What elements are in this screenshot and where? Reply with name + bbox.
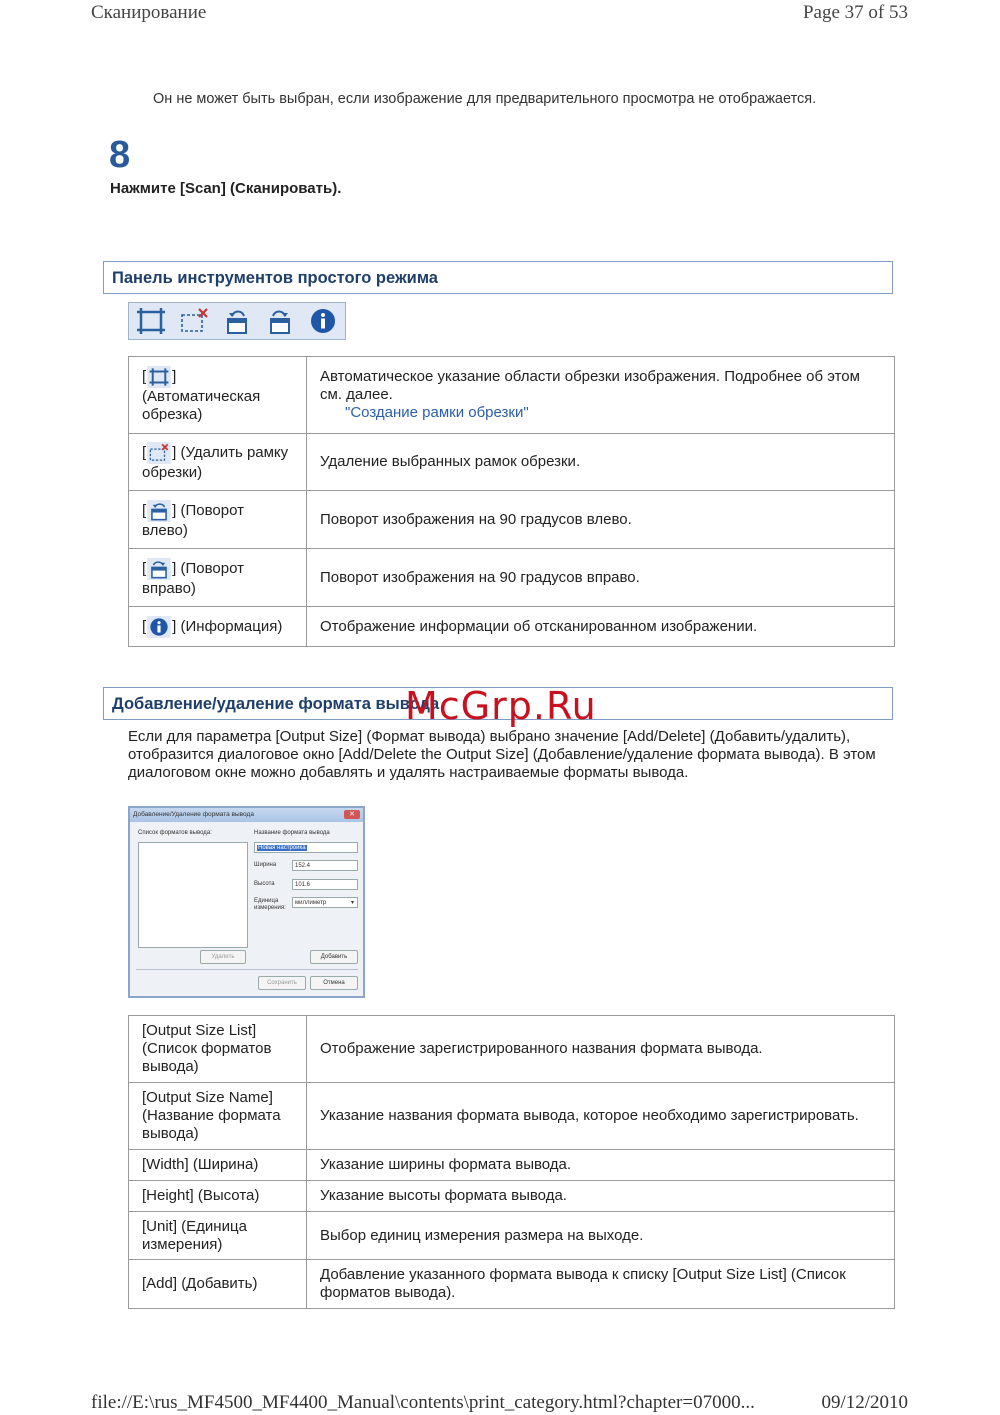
watermark: McGrp.Ru bbox=[405, 684, 597, 728]
table-cell-label bbox=[129, 549, 307, 607]
table-row bbox=[129, 1083, 895, 1150]
rotate-left-icon bbox=[146, 500, 172, 522]
table-cell-label bbox=[129, 607, 307, 647]
table-row bbox=[129, 1016, 895, 1083]
table-cell-label: [Output Size Name] (Название формата вывода) bbox=[129, 1083, 307, 1150]
table-cell-desc: Отображение зарегистрированного названия формата вывода. bbox=[307, 1016, 895, 1083]
table-cell-label: [Add] (Добавить) bbox=[129, 1260, 307, 1309]
table-cell-desc: Выбор единиц измерения размера на выходе. bbox=[307, 1212, 895, 1260]
footer-date: 09/12/2010 bbox=[821, 1392, 908, 1413]
divider bbox=[136, 969, 358, 970]
unit-label: Единица измерения: bbox=[254, 898, 286, 911]
table-cell-desc: Поворот изображения на 90 градусов влево. bbox=[307, 491, 895, 549]
auto-crop-icon bbox=[146, 366, 172, 388]
table-cell-label: [Width] (Ширина) bbox=[129, 1150, 307, 1181]
width-label: Ширина bbox=[254, 862, 277, 868]
page-counter: Page 37 of 53 bbox=[802, 2, 908, 23]
step-number: 8 bbox=[109, 134, 131, 176]
table-cell-desc bbox=[307, 357, 895, 434]
simple-mode-toolbar bbox=[128, 302, 346, 340]
info-icon bbox=[146, 616, 172, 638]
auto-crop-icon[interactable] bbox=[135, 307, 167, 335]
auto-crop-desc: Автоматическое указание области обрезки изображения. Подробнее об этом см. далее. bbox=[320, 368, 860, 403]
rotate-right-icon[interactable] bbox=[264, 307, 296, 335]
table-cell-desc: Указание ширины формата вывода. bbox=[307, 1150, 895, 1181]
table-cell-label bbox=[129, 434, 307, 491]
unit-value: миллиметр bbox=[295, 900, 327, 906]
section-heading-toolbar: Панель инструментов простого режима bbox=[103, 261, 893, 294]
auto-crop-label: ] (Автоматическая обрезка) bbox=[142, 367, 261, 423]
table-row bbox=[129, 1260, 895, 1309]
header-title: Сканирование bbox=[91, 2, 207, 23]
table-row bbox=[129, 1150, 895, 1181]
chevron-down-icon: ▾ bbox=[350, 900, 354, 906]
output-size-list[interactable] bbox=[138, 842, 248, 948]
table-row bbox=[129, 607, 895, 647]
dialog-title: Добавление/Удаление формата вывода bbox=[133, 811, 254, 818]
table-cell-label: [Unit] (Единица измерения) bbox=[129, 1212, 307, 1260]
close-icon[interactable]: ✕ bbox=[344, 810, 360, 819]
table-cell-desc: Отображение информации об отсканированном изображении. bbox=[307, 607, 895, 647]
height-input[interactable]: 101.6 bbox=[292, 879, 358, 890]
dialog-title-bar bbox=[130, 808, 363, 822]
preview-note: Он не может быть выбран, если изображение для предварительного просмотра не отображается. bbox=[153, 91, 817, 107]
table-row bbox=[129, 357, 895, 434]
rotate-left-icon[interactable] bbox=[221, 307, 253, 335]
footer-path: file://E:\rus_MF4500_MF4400_Manual\contents\print_category.html?chapter=07000... bbox=[91, 1392, 755, 1413]
width-input[interactable]: 152.4 bbox=[292, 860, 358, 871]
add-button[interactable]: Добавить bbox=[310, 950, 358, 964]
table-cell-desc: Поворот изображения на 90 градусов вправо. bbox=[307, 549, 895, 607]
delete-crop-icon[interactable] bbox=[178, 307, 210, 335]
bracket-open: [ bbox=[142, 559, 147, 577]
bracket-open: [ bbox=[142, 443, 147, 461]
delete-crop-label: ] (Удалить рамку обрезки) bbox=[142, 443, 289, 481]
name-value: Новая настройка bbox=[258, 845, 306, 851]
list-label: Список форматов вывода: bbox=[138, 830, 212, 836]
unit-select[interactable] bbox=[292, 897, 358, 908]
add-delete-dialog bbox=[128, 806, 365, 998]
save-button[interactable]: Сохранить bbox=[258, 976, 306, 990]
table-cell-label: [Height] (Высота) bbox=[129, 1181, 307, 1212]
table-row bbox=[129, 434, 895, 491]
table-cell-label bbox=[129, 357, 307, 434]
table-row bbox=[129, 491, 895, 549]
info-label: ] (Информация) bbox=[172, 617, 283, 635]
format-table bbox=[128, 1015, 895, 1309]
bracket-open: [ bbox=[142, 367, 147, 385]
table-cell-desc: Указание высоты формата вывода. bbox=[307, 1181, 895, 1212]
table-row bbox=[129, 1212, 895, 1260]
toolbar-table bbox=[128, 356, 895, 647]
delete-button[interactable]: Удалить bbox=[200, 950, 246, 964]
table-cell-label bbox=[129, 491, 307, 549]
section-heading-format: Добавление/удаление формата вывода bbox=[103, 687, 893, 720]
bracket-open: [ bbox=[142, 617, 147, 635]
bracket-open: [ bbox=[142, 501, 147, 519]
crop-frame-link[interactable]: "Создание рамки обрезки" bbox=[345, 404, 529, 421]
rotate-right-icon bbox=[146, 558, 172, 580]
format-paragraph: Если для параметра [Output Size] (Формат вывода) выбрано значение [Add/Delete] (Добавить/удалить), отобразится диалоговое окно [Add/Delete the Output Size] (Добавление/удаление формата вывода). В этом диалоговом окне можно добавлять и удалять настраиваемые форматы вывода. bbox=[128, 728, 876, 781]
step-text: Нажмите [Scan] (Сканировать). bbox=[110, 180, 342, 197]
table-cell-label: [Output Size List] (Список форматов вывода) bbox=[129, 1016, 307, 1083]
height-label: Высота bbox=[254, 881, 275, 887]
table-cell-desc: Добавление указанного формата вывода к списку [Output Size List] (Список форматов вывода). bbox=[307, 1260, 895, 1309]
name-label: Название формата вывода bbox=[254, 830, 330, 836]
table-row bbox=[129, 549, 895, 607]
cancel-button[interactable]: Отмена bbox=[310, 976, 358, 990]
rotate-right-label: ] (Поворот вправо) bbox=[142, 559, 244, 597]
table-cell-desc: Указание названия формата вывода, которое необходимо зарегистрировать. bbox=[307, 1083, 895, 1150]
rotate-left-label: ] (Поворот влево) bbox=[142, 501, 244, 539]
delete-crop-icon bbox=[146, 442, 172, 464]
name-input[interactable] bbox=[254, 842, 358, 853]
table-cell-desc: Удаление выбранных рамок обрезки. bbox=[307, 434, 895, 491]
info-icon[interactable] bbox=[307, 307, 339, 335]
table-row bbox=[129, 1181, 895, 1212]
